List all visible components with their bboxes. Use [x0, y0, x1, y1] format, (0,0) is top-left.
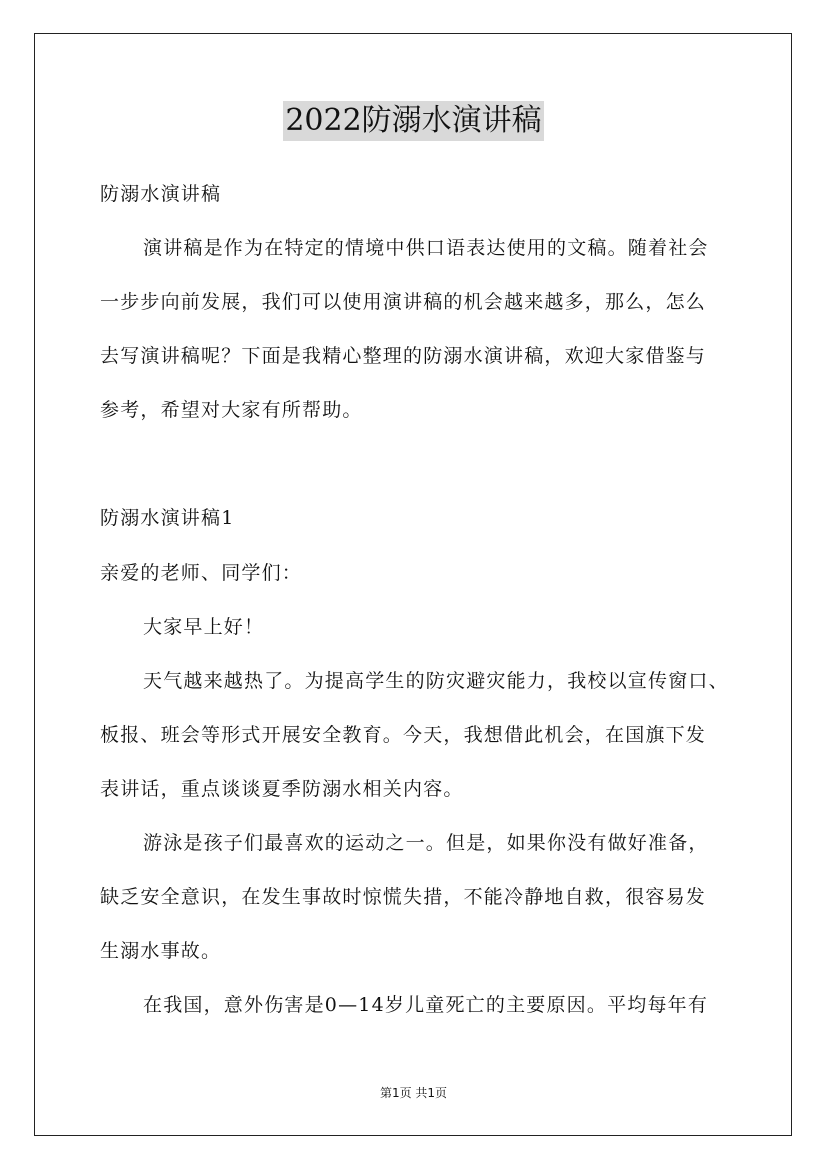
greeting: 大家早上好！	[143, 616, 265, 638]
paragraph-line: 一步步向前发展，我们可以使用演讲稿的机会越来越多，那么，怎么	[100, 291, 707, 313]
paragraph-line: 参考，希望对大家有所帮助。	[100, 399, 363, 421]
paragraph-line: 去写演讲稿呢？下面是我精心整理的防溺水演讲稿，欢迎大家借鉴与	[100, 345, 707, 367]
paragraph-line: 天气越来越热了。为提高学生的防灾避灾能力，我校以宣传窗口、	[143, 670, 729, 692]
salutation: 亲爱的老师、同学们：	[100, 562, 303, 584]
paragraph-line: 生溺水事故。	[100, 940, 222, 962]
paragraph-line: 在我国，意外伤害是0—14岁儿童死亡的主要原因。平均每年有	[143, 994, 709, 1016]
document-title: 2022防溺水演讲稿	[283, 101, 543, 141]
title-container	[0, 101, 827, 141]
paragraph-line: 演讲稿是作为在特定的情境中供口语表达使用的文稿。随着社会	[143, 237, 709, 259]
paragraph-line: 游泳是孩子们最喜欢的运动之一。但是，如果你没有做好准备，	[143, 832, 709, 854]
paragraph-line: 缺乏安全意识，在发生事故时惊慌失措，不能冷静地自救，很容易发	[100, 886, 707, 908]
section-heading: 防溺水演讲稿1	[100, 507, 235, 529]
section-heading: 防溺水演讲稿	[100, 183, 222, 205]
paragraph-line: 板报、班会等形式开展安全教育。今天，我想借此机会，在国旗下发	[100, 724, 707, 746]
paragraph-line: 表讲话，重点谈谈夏季防溺水相关内容。	[100, 778, 464, 800]
page-footer: 第1页 共1页	[379, 1086, 448, 1100]
